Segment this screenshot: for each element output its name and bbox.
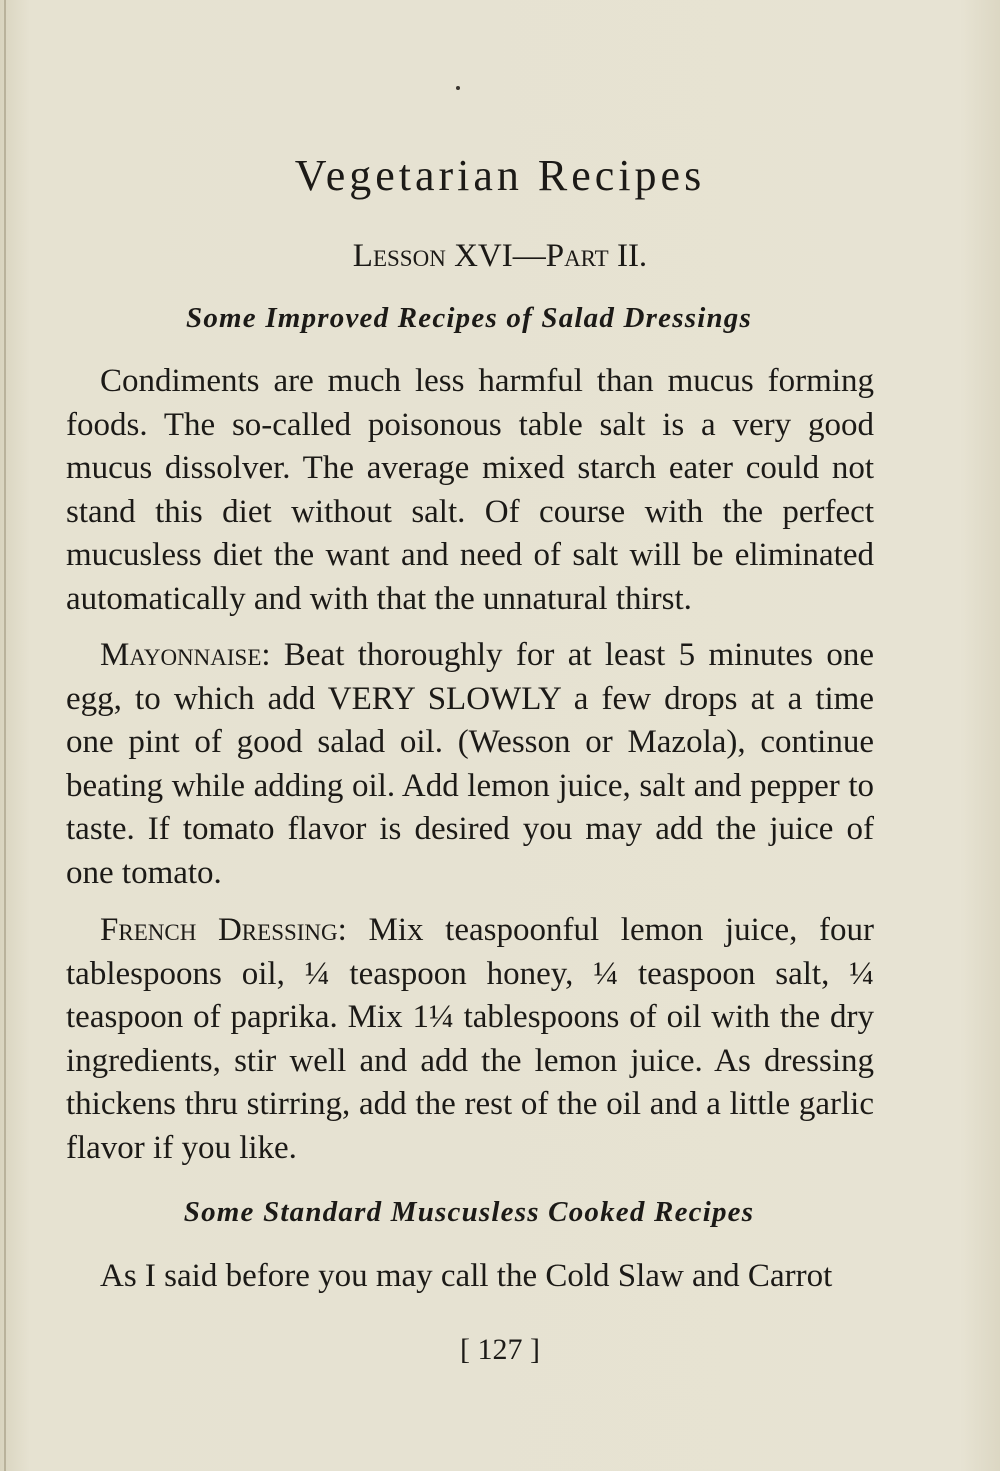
- lesson-heading: [0, 238, 1000, 275]
- mayonnaise-label: Mayonnaise:: [100, 637, 271, 673]
- subheading-cooked-recipes: Some Standard Muscusless Cooked Recipes: [183, 1196, 755, 1228]
- paragraph-french-dressing: [66, 909, 874, 1170]
- page-edge: [4, 0, 6, 1471]
- paragraph-condiments: Condiments are much less harmful than mucus forming foods. The so-called poisonous table salt is a very good mucus dissolver. The average mixed starch eater could not stand this diet without salt. Of course with the perfect mucusless diet the want and need of salt will be eliminated automatically and with that the unnatural thirst.: [66, 363, 874, 617]
- page-number: [ 127 ]: [460, 1333, 540, 1366]
- lesson-part: Part: [545, 238, 609, 274]
- french-dressing-label: French Dressing:: [100, 912, 347, 948]
- lesson-prefix: Lesson: [352, 238, 446, 274]
- ink-speck: [456, 86, 460, 90]
- running-head: Vegetarian Recipes: [294, 151, 706, 200]
- lesson-part-numeral: II.: [608, 238, 648, 274]
- subheading-salad-dressings: Some Improved Recipes of Salad Dressings: [186, 302, 752, 334]
- paragraph-cold-slaw: As I said before you may call the Cold Slaw and Carrot: [100, 1258, 833, 1294]
- mayonnaise-text: Beat thoroughly for at least 5 minutes one egg, to which add VERY SLOWLY a few drops at a time one pint of good salad oil. (Wesson or Mazola), continue beating while adding oil. Add lemon juice, salt and pepper to taste. If tomato flavor is desired you may add the juice of one tomato.: [66, 637, 874, 891]
- paragraph-mayonnaise: [66, 634, 874, 895]
- french-dressing-text: Mix teaspoonful lemon juice, four tablespoons oil, ¼ teaspoon honey, ¼ teaspoon salt, ¼ teaspoon of paprika. Mix 1¼ tablespoons of oil with the dry ingredients, stir well and add the lemon juice. As dressing thickens thru stirring, add the rest of the oil and a little garlic flavor if you like.: [66, 912, 874, 1166]
- lesson-numeral: XVI—: [445, 238, 546, 274]
